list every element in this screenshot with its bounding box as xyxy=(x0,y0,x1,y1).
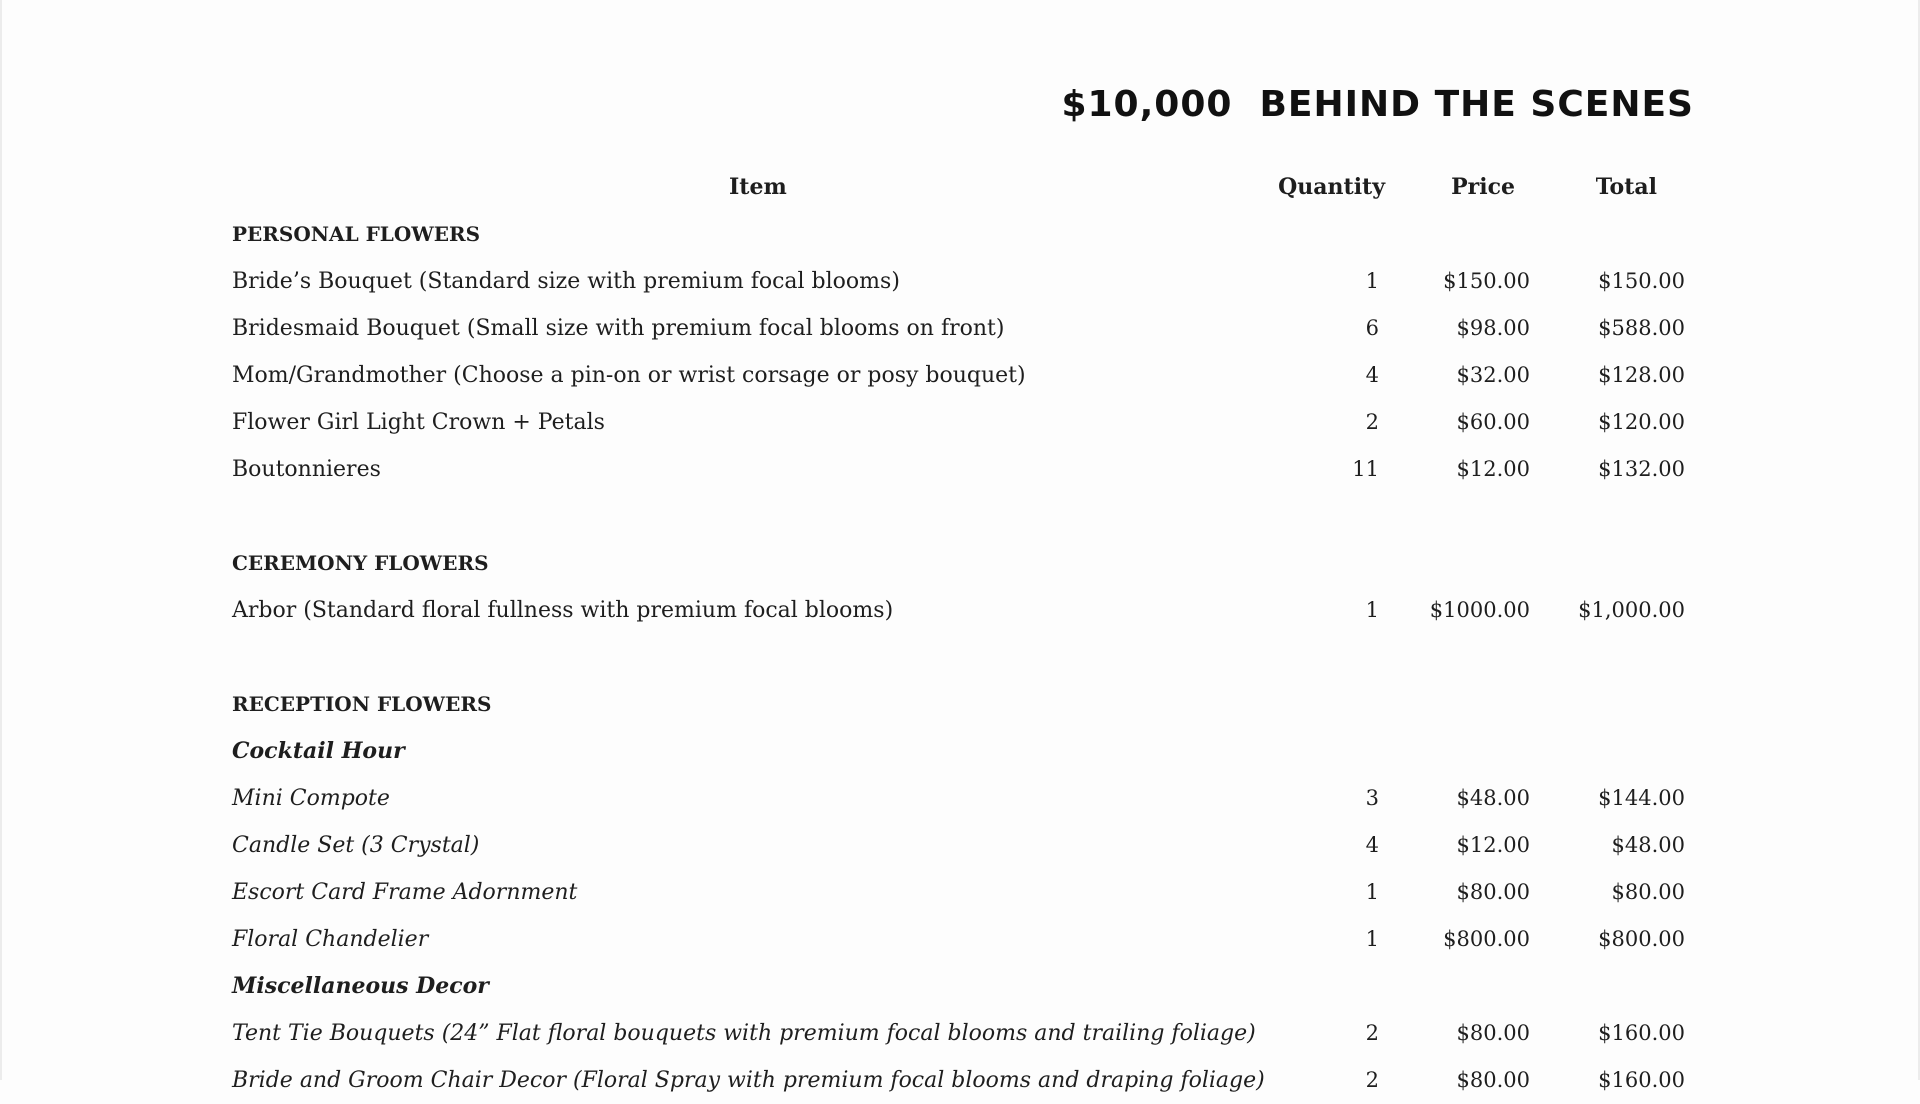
section-heading-ceremony xyxy=(232,540,1692,587)
item-price: $32.00 xyxy=(1456,363,1530,387)
subsection-title: Miscellaneous Decor xyxy=(232,973,489,999)
item-quantity: 1 xyxy=(1365,269,1379,293)
table-header xyxy=(232,164,1692,211)
item-price: $80.00 xyxy=(1456,880,1530,904)
item-quantity: 1 xyxy=(1365,880,1379,904)
table-row xyxy=(232,399,1692,446)
item-name: Arbor (Standard floral fullness with premium focal blooms) xyxy=(232,598,894,623)
page-edge-left xyxy=(0,0,2,1080)
table-row xyxy=(232,1010,1692,1057)
table-row xyxy=(232,305,1692,352)
column-header-price: Price xyxy=(1451,174,1515,200)
item-quantity: 11 xyxy=(1352,457,1379,481)
table-row xyxy=(232,775,1692,822)
section-title: RECEPTION FLOWERS xyxy=(232,692,492,716)
item-quantity: 2 xyxy=(1365,1021,1379,1045)
item-name: Tent Tie Bouquets (24” Flat floral bouquets with premium focal blooms and trailing foliage) xyxy=(232,1021,1256,1046)
item-price: $150.00 xyxy=(1443,269,1530,293)
item-price: $1000.00 xyxy=(1429,598,1530,622)
item-total: $800.00 xyxy=(1598,927,1685,951)
item-quantity: 2 xyxy=(1365,1068,1379,1092)
item-price: $48.00 xyxy=(1456,786,1530,810)
item-total: $1,000.00 xyxy=(1578,598,1685,622)
section-title: PERSONAL FLOWERS xyxy=(232,222,481,246)
item-name: Floral Chandelier xyxy=(232,927,429,952)
table-row xyxy=(232,1057,1692,1104)
spacer xyxy=(232,634,1692,681)
item-name: Bride and Groom Chair Decor (Floral Spray with premium focal blooms and draping foliage) xyxy=(232,1068,1265,1093)
item-name: Mini Compote xyxy=(232,786,390,811)
item-quantity: 1 xyxy=(1365,927,1379,951)
item-total: $150.00 xyxy=(1598,269,1685,293)
item-name: Flower Girl Light Crown + Petals xyxy=(232,410,605,435)
item-quantity: 4 xyxy=(1365,833,1379,857)
item-price: $98.00 xyxy=(1456,316,1530,340)
item-price: $80.00 xyxy=(1456,1068,1530,1092)
item-total: $588.00 xyxy=(1598,316,1685,340)
table-row xyxy=(232,258,1692,305)
section-title: CEREMONY FLOWERS xyxy=(232,551,489,575)
item-total: $128.00 xyxy=(1598,363,1685,387)
item-quantity: 4 xyxy=(1365,363,1379,387)
subsection-heading-cocktail-hour xyxy=(232,728,1692,775)
item-total: $144.00 xyxy=(1598,786,1685,810)
table-row xyxy=(232,916,1692,963)
table-row xyxy=(232,352,1692,399)
column-header-quantity: Quantity xyxy=(1278,174,1385,200)
item-total: $160.00 xyxy=(1598,1021,1685,1045)
item-name: Bride’s Bouquet (Standard size with premium focal blooms) xyxy=(232,269,900,294)
item-price: $12.00 xyxy=(1456,457,1530,481)
item-total: $48.00 xyxy=(1611,833,1685,857)
item-price: $12.00 xyxy=(1456,833,1530,857)
item-price: $60.00 xyxy=(1456,410,1530,434)
section-heading-personal xyxy=(232,211,1692,258)
item-total: $160.00 xyxy=(1598,1068,1685,1092)
item-quantity: 6 xyxy=(1365,316,1379,340)
table-row xyxy=(232,822,1692,869)
subsection-heading-miscellaneous-decor xyxy=(232,963,1692,1010)
column-header-item: Item xyxy=(729,174,787,200)
item-price: $80.00 xyxy=(1456,1021,1530,1045)
item-total: $80.00 xyxy=(1611,880,1685,904)
item-total: $132.00 xyxy=(1598,457,1685,481)
item-total: $120.00 xyxy=(1598,410,1685,434)
item-quantity: 3 xyxy=(1365,786,1379,810)
table-row xyxy=(232,869,1692,916)
table-row xyxy=(232,446,1692,493)
item-name: Bridesmaid Bouquet (Small size with premium focal blooms on front) xyxy=(232,316,1005,341)
section-heading-reception xyxy=(232,681,1692,728)
item-name: Candle Set (3 Crystal) xyxy=(232,833,480,858)
subsection-title: Cocktail Hour xyxy=(232,738,405,764)
item-quantity: 2 xyxy=(1365,410,1379,434)
item-name: Boutonnieres xyxy=(232,457,381,482)
price-table xyxy=(232,164,1692,1104)
item-quantity: 1 xyxy=(1365,598,1379,622)
item-name: Mom/Grandmother (Choose a pin-on or wrist corsage or posy bouquet) xyxy=(232,363,1026,388)
item-price: $800.00 xyxy=(1443,927,1530,951)
item-name: Escort Card Frame Adornment xyxy=(232,880,578,905)
table-row xyxy=(232,587,1692,634)
page-title: $10,000 BEHIND THE SCENES xyxy=(1061,84,1694,125)
column-header-total: Total xyxy=(1595,174,1657,200)
spacer xyxy=(232,493,1692,540)
